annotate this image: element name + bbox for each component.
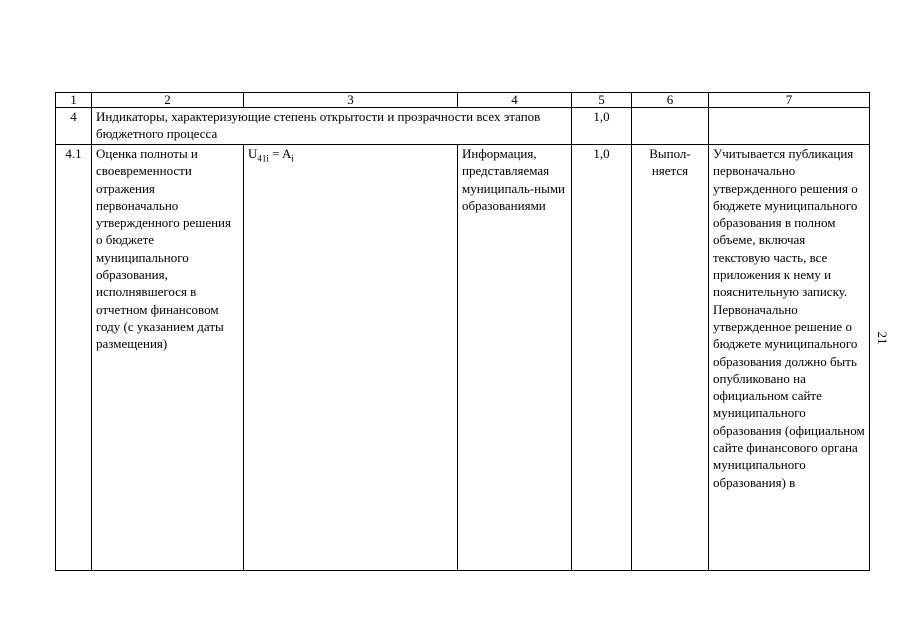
header-cell-3: 3 bbox=[244, 93, 458, 108]
indicator-group-title: Индикаторы, характеризующие степень открытости и прозрачности всех этапов бюджетного процесса bbox=[92, 108, 572, 145]
row-number: 4 bbox=[56, 108, 92, 145]
formula-rest: = A bbox=[268, 146, 292, 161]
indicator-formula bbox=[244, 145, 458, 571]
empty-cell bbox=[632, 108, 709, 145]
empty-cell bbox=[709, 108, 870, 145]
table-row bbox=[56, 108, 870, 145]
formula-subscript: 41i bbox=[257, 153, 269, 164]
indicator-weight: 1,0 bbox=[572, 108, 632, 145]
header-cell-6: 6 bbox=[632, 93, 709, 108]
header-row bbox=[56, 93, 870, 108]
header-cell-2: 2 bbox=[92, 93, 244, 108]
header-cell-5: 5 bbox=[572, 93, 632, 108]
header-cell-4: 4 bbox=[458, 93, 572, 108]
indicators-table bbox=[55, 92, 870, 571]
indicator-weight: 1,0 bbox=[572, 145, 632, 571]
header-cell-7: 7 bbox=[709, 93, 870, 108]
formula-subscript-2: i bbox=[291, 153, 294, 164]
row-number: 4.1 bbox=[56, 145, 92, 571]
data-source: Информация, представляемая муниципаль-ными образованиями bbox=[458, 145, 572, 571]
formula-symbol: U bbox=[248, 146, 258, 161]
table-row bbox=[56, 145, 870, 571]
indicator-note: Учитывается публикация первоначально утвержденного решения о бюджете муниципального образования в полном объеме, включая текстовую часть, все приложения к нему и пояснительную записку. Первоначально утвержденное решение о бюджете муниципального образования должно быть опубликовано на официальном сайте муниципального образования (официальном сайте финансового органа муниципального образования) в bbox=[709, 145, 870, 571]
page-number: 21 bbox=[875, 331, 890, 345]
header-cell-1: 1 bbox=[56, 93, 92, 108]
indicator-name: Оценка полноты и своевременности отражения первоначально утвержденного решения о бюджете муниципального образования, исполнявшегося в отчетном финансовом году (с указанием даты размещения) bbox=[92, 145, 244, 571]
execution-status: Выпол-няется bbox=[632, 145, 709, 571]
